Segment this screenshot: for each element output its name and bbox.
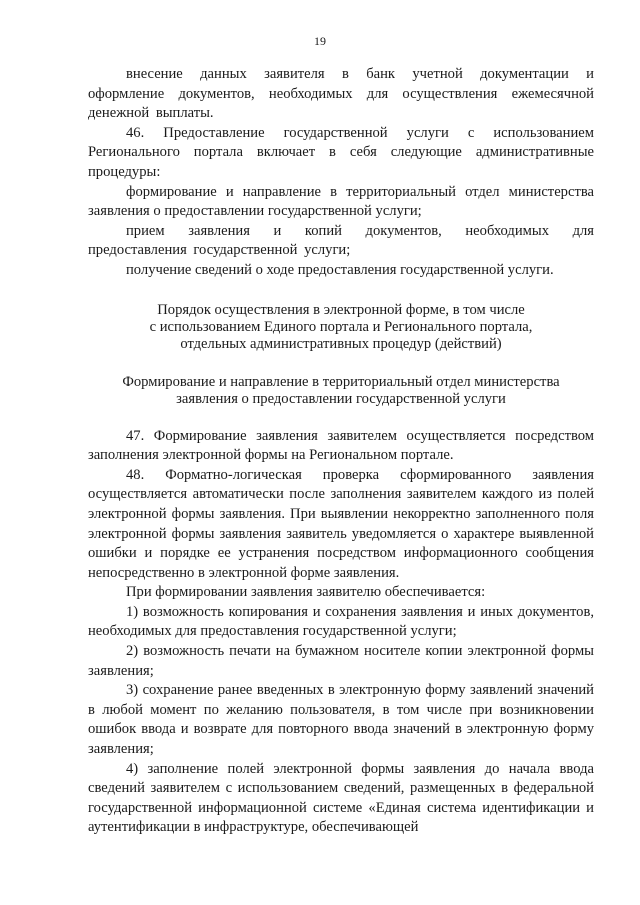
section-heading-line-3: отдельных административных процедур (действий) (180, 335, 502, 352)
list-item-4: 4) заполнение полей электронной формы заявления до начала ввода сведений заявителем с использованием сведений, размещенных в федеральной государственной информационной системе «Единая система идентификации и аутентификации в инфраструктуре, обеспечивающей (88, 760, 594, 836)
paragraph-47: 47. Формирование заявления заявителем осуществляется посредством заполнения электронной формы на Региональном портале. (88, 427, 594, 464)
subsection-heading (88, 374, 594, 408)
list-item-1: 1) возможность копирования и сохранения заявления и иных документов, необходимых для предоставления государственной услуги; (88, 603, 594, 640)
subsection-heading-line-1: Формирование и направление в территориальный отдел министерства (122, 373, 560, 390)
section-heading-line-2: с использованием Единого портала и Регионального портала, (149, 318, 533, 335)
list-item-status: получение сведений о ходе предоставления государственной услуги. (126, 261, 554, 278)
list-item-3: 3) сохранение ранее введенных в электронную форму заявлений значений в любой момент по желанию пользователя, в том числе при возникновении ошибок ввода и возврате для повторного ввода значений в электронную форму заявления; (88, 682, 594, 758)
paragraph-46: 46. Предоставление государственной услуги с использованием Регионального портала включает в себя следующие административные процедуры: (88, 124, 594, 180)
list-item-2: 2) возможность печати на бумажном носителе копии электронной формы заявления; (88, 643, 594, 679)
paragraph-48: 48. Форматно-логическая проверка сформированного заявления осуществляется автоматически после заполнения заявителем каждого из полей электронной формы заявления. При выявлении некорректно заполненного поля электронной формы заявления заявитель уведомляется о характере выявленной ошибки и порядке ее устранения посредством информационного сообщения непосредственно в электронной форме заявления. (88, 466, 594, 581)
page-number: 19 (314, 34, 326, 48)
subsection-heading-line-2: заявления о предоставлении государственной услуги (176, 390, 506, 407)
section-heading-line-1: Порядок осуществления в электронной форме, в том числе (157, 301, 525, 318)
section-heading (88, 302, 594, 353)
list-item-formation: формирование и направление в территориальный отдел министерства заявления о предоставлении государственной услуги; (88, 183, 594, 220)
paragraph-1: внесение данных заявителя в банк учетной документации и оформление документов, необходимых для осуществления ежемесячной денежной выплаты. (88, 66, 594, 122)
document-body (88, 65, 594, 838)
list-item-reception: прием заявления и копий документов, необходимых для предоставления государственной услуги; (88, 222, 594, 259)
paragraph-provision-intro: При формировании заявления заявителю обеспечивается: (126, 584, 486, 601)
